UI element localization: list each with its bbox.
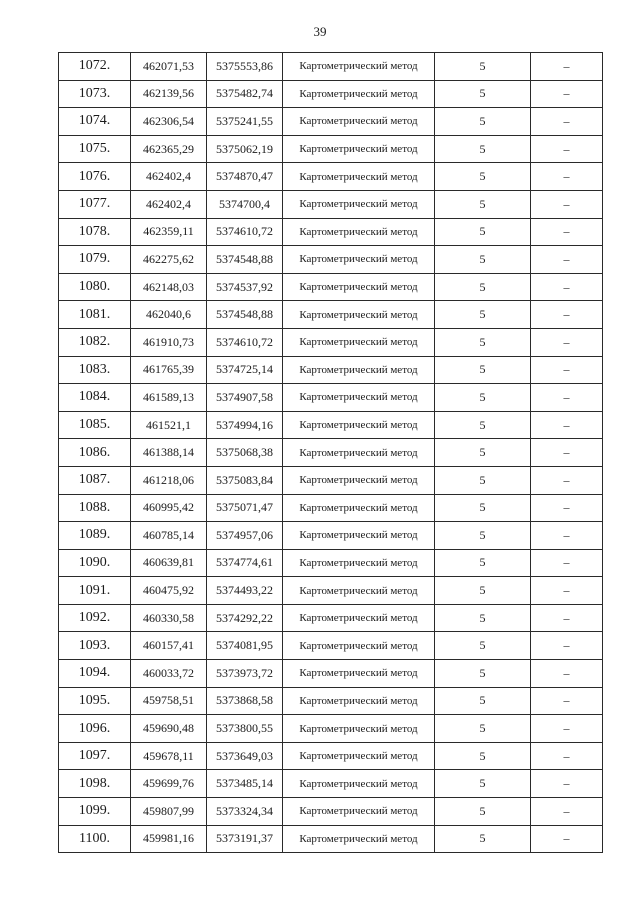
note-cell: –: [531, 439, 603, 467]
point-number-cell: 1091.: [59, 577, 131, 605]
note-cell: –: [531, 522, 603, 550]
x-coordinate-cell: 461521,1: [131, 411, 207, 439]
note-cell: –: [531, 80, 603, 108]
note-cell: –: [531, 190, 603, 218]
note-cell: –: [531, 798, 603, 826]
x-coordinate-cell: 461388,14: [131, 439, 207, 467]
table-row: [59, 411, 603, 439]
y-coordinate-cell: 5375553,86: [207, 53, 283, 81]
x-coordinate-cell: 461910,73: [131, 328, 207, 356]
table-row: [59, 687, 603, 715]
point-number-cell: 1096.: [59, 715, 131, 743]
note-cell: –: [531, 577, 603, 605]
y-coordinate-cell: 5375068,38: [207, 439, 283, 467]
x-coordinate-cell: 459690,48: [131, 715, 207, 743]
accuracy-cell: 5: [435, 549, 531, 577]
method-cell: Картометрический метод: [283, 356, 435, 384]
point-number-cell: 1090.: [59, 549, 131, 577]
accuracy-cell: 5: [435, 770, 531, 798]
table-row: [59, 660, 603, 688]
method-cell: Картометрический метод: [283, 384, 435, 412]
method-cell: Картометрический метод: [283, 798, 435, 826]
method-cell: Картометрический метод: [283, 190, 435, 218]
note-cell: –: [531, 163, 603, 191]
note-cell: –: [531, 135, 603, 163]
x-coordinate-cell: 459807,99: [131, 798, 207, 826]
note-cell: –: [531, 53, 603, 81]
x-coordinate-cell: 460785,14: [131, 522, 207, 550]
y-coordinate-cell: 5374907,58: [207, 384, 283, 412]
table-row: [59, 301, 603, 329]
table-row: [59, 218, 603, 246]
method-cell: Картометрический метод: [283, 80, 435, 108]
y-coordinate-cell: 5374870,47: [207, 163, 283, 191]
x-coordinate-cell: 462402,4: [131, 163, 207, 191]
table-row: [59, 356, 603, 384]
method-cell: Картометрический метод: [283, 273, 435, 301]
y-coordinate-cell: 5374081,95: [207, 632, 283, 660]
note-cell: –: [531, 742, 603, 770]
method-cell: Картометрический метод: [283, 218, 435, 246]
table-row: [59, 80, 603, 108]
point-number-cell: 1074.: [59, 108, 131, 136]
table-row: [59, 273, 603, 301]
coordinates-table: [58, 52, 603, 853]
table-row: [59, 770, 603, 798]
accuracy-cell: 5: [435, 301, 531, 329]
note-cell: –: [531, 356, 603, 384]
note-cell: –: [531, 218, 603, 246]
x-coordinate-cell: 459981,16: [131, 825, 207, 853]
method-cell: Картометрический метод: [283, 742, 435, 770]
method-cell: Картометрический метод: [283, 328, 435, 356]
y-coordinate-cell: 5375083,84: [207, 466, 283, 494]
x-coordinate-cell: 459678,11: [131, 742, 207, 770]
table-row: [59, 108, 603, 136]
accuracy-cell: 5: [435, 825, 531, 853]
table-row: [59, 494, 603, 522]
method-cell: Картометрический метод: [283, 411, 435, 439]
point-number-cell: 1077.: [59, 190, 131, 218]
point-number-cell: 1083.: [59, 356, 131, 384]
point-number-cell: 1099.: [59, 798, 131, 826]
method-cell: Картометрический метод: [283, 246, 435, 274]
point-number-cell: 1093.: [59, 632, 131, 660]
method-cell: Картометрический метод: [283, 439, 435, 467]
accuracy-cell: 5: [435, 715, 531, 743]
y-coordinate-cell: 5374292,22: [207, 604, 283, 632]
table-row: [59, 53, 603, 81]
method-cell: Картометрический метод: [283, 825, 435, 853]
table-row: [59, 825, 603, 853]
note-cell: –: [531, 604, 603, 632]
point-number-cell: 1079.: [59, 246, 131, 274]
accuracy-cell: 5: [435, 411, 531, 439]
accuracy-cell: 5: [435, 246, 531, 274]
x-coordinate-cell: 462139,56: [131, 80, 207, 108]
x-coordinate-cell: 461589,13: [131, 384, 207, 412]
method-cell: Картометрический метод: [283, 632, 435, 660]
x-coordinate-cell: 462071,53: [131, 53, 207, 81]
y-coordinate-cell: 5373649,03: [207, 742, 283, 770]
y-coordinate-cell: 5373485,14: [207, 770, 283, 798]
table-row: [59, 328, 603, 356]
x-coordinate-cell: 462148,03: [131, 273, 207, 301]
method-cell: Картометрический метод: [283, 494, 435, 522]
accuracy-cell: 5: [435, 80, 531, 108]
x-coordinate-cell: 461218,06: [131, 466, 207, 494]
method-cell: Картометрический метод: [283, 687, 435, 715]
coordinates-table-body: [59, 53, 603, 853]
point-number-cell: 1081.: [59, 301, 131, 329]
table-row: [59, 135, 603, 163]
table-row: [59, 798, 603, 826]
note-cell: –: [531, 632, 603, 660]
note-cell: –: [531, 549, 603, 577]
note-cell: –: [531, 328, 603, 356]
table-row: [59, 604, 603, 632]
accuracy-cell: 5: [435, 742, 531, 770]
x-coordinate-cell: 460033,72: [131, 660, 207, 688]
note-cell: –: [531, 246, 603, 274]
table-row: [59, 632, 603, 660]
point-number-cell: 1084.: [59, 384, 131, 412]
table-row: [59, 577, 603, 605]
point-number-cell: 1098.: [59, 770, 131, 798]
y-coordinate-cell: 5373973,72: [207, 660, 283, 688]
table-row: [59, 246, 603, 274]
note-cell: –: [531, 384, 603, 412]
x-coordinate-cell: 462306,54: [131, 108, 207, 136]
note-cell: –: [531, 273, 603, 301]
y-coordinate-cell: 5373800,55: [207, 715, 283, 743]
point-number-cell: 1080.: [59, 273, 131, 301]
accuracy-cell: 5: [435, 190, 531, 218]
accuracy-cell: 5: [435, 494, 531, 522]
accuracy-cell: 5: [435, 356, 531, 384]
y-coordinate-cell: 5375062,19: [207, 135, 283, 163]
table-row: [59, 742, 603, 770]
method-cell: Картометрический метод: [283, 770, 435, 798]
accuracy-cell: 5: [435, 522, 531, 550]
accuracy-cell: 5: [435, 273, 531, 301]
table-row: [59, 190, 603, 218]
method-cell: Картометрический метод: [283, 604, 435, 632]
note-cell: –: [531, 825, 603, 853]
accuracy-cell: 5: [435, 466, 531, 494]
accuracy-cell: 5: [435, 604, 531, 632]
point-number-cell: 1076.: [59, 163, 131, 191]
x-coordinate-cell: 462275,62: [131, 246, 207, 274]
x-coordinate-cell: 460995,42: [131, 494, 207, 522]
x-coordinate-cell: 460330,58: [131, 604, 207, 632]
x-coordinate-cell: 462365,29: [131, 135, 207, 163]
accuracy-cell: 5: [435, 798, 531, 826]
point-number-cell: 1086.: [59, 439, 131, 467]
table-row: [59, 466, 603, 494]
x-coordinate-cell: 459699,76: [131, 770, 207, 798]
method-cell: Картометрический метод: [283, 522, 435, 550]
table-row: [59, 163, 603, 191]
table-row: [59, 439, 603, 467]
point-number-cell: 1075.: [59, 135, 131, 163]
note-cell: –: [531, 770, 603, 798]
point-number-cell: 1089.: [59, 522, 131, 550]
table-row: [59, 384, 603, 412]
y-coordinate-cell: 5373868,58: [207, 687, 283, 715]
x-coordinate-cell: 460475,92: [131, 577, 207, 605]
y-coordinate-cell: 5373191,37: [207, 825, 283, 853]
accuracy-cell: 5: [435, 632, 531, 660]
method-cell: Картометрический метод: [283, 715, 435, 743]
point-number-cell: 1085.: [59, 411, 131, 439]
y-coordinate-cell: 5374725,14: [207, 356, 283, 384]
method-cell: Картометрический метод: [283, 135, 435, 163]
y-coordinate-cell: 5374537,92: [207, 273, 283, 301]
accuracy-cell: 5: [435, 163, 531, 191]
y-coordinate-cell: 5374610,72: [207, 218, 283, 246]
accuracy-cell: 5: [435, 687, 531, 715]
x-coordinate-cell: 462402,4: [131, 190, 207, 218]
accuracy-cell: 5: [435, 218, 531, 246]
y-coordinate-cell: 5374548,88: [207, 246, 283, 274]
point-number-cell: 1072.: [59, 53, 131, 81]
note-cell: –: [531, 687, 603, 715]
point-number-cell: 1087.: [59, 466, 131, 494]
x-coordinate-cell: 461765,39: [131, 356, 207, 384]
method-cell: Картометрический метод: [283, 660, 435, 688]
point-number-cell: 1088.: [59, 494, 131, 522]
point-number-cell: 1073.: [59, 80, 131, 108]
x-coordinate-cell: 459758,51: [131, 687, 207, 715]
y-coordinate-cell: 5374610,72: [207, 328, 283, 356]
point-number-cell: 1078.: [59, 218, 131, 246]
note-cell: –: [531, 108, 603, 136]
point-number-cell: 1082.: [59, 328, 131, 356]
point-number-cell: 1092.: [59, 604, 131, 632]
method-cell: Картометрический метод: [283, 549, 435, 577]
note-cell: –: [531, 660, 603, 688]
x-coordinate-cell: 462040,6: [131, 301, 207, 329]
method-cell: Картометрический метод: [283, 301, 435, 329]
note-cell: –: [531, 715, 603, 743]
x-coordinate-cell: 462359,11: [131, 218, 207, 246]
note-cell: –: [531, 411, 603, 439]
y-coordinate-cell: 5374493,22: [207, 577, 283, 605]
method-cell: Картометрический метод: [283, 108, 435, 136]
accuracy-cell: 5: [435, 439, 531, 467]
y-coordinate-cell: 5375071,47: [207, 494, 283, 522]
y-coordinate-cell: 5374548,88: [207, 301, 283, 329]
table-row: [59, 549, 603, 577]
accuracy-cell: 5: [435, 577, 531, 605]
method-cell: Картометрический метод: [283, 53, 435, 81]
y-coordinate-cell: 5374957,06: [207, 522, 283, 550]
y-coordinate-cell: 5374994,16: [207, 411, 283, 439]
point-number-cell: 1095.: [59, 687, 131, 715]
method-cell: Картометрический метод: [283, 466, 435, 494]
note-cell: –: [531, 301, 603, 329]
accuracy-cell: 5: [435, 328, 531, 356]
table-row: [59, 715, 603, 743]
y-coordinate-cell: 5375241,55: [207, 108, 283, 136]
accuracy-cell: 5: [435, 53, 531, 81]
y-coordinate-cell: 5375482,74: [207, 80, 283, 108]
x-coordinate-cell: 460639,81: [131, 549, 207, 577]
point-number-cell: 1094.: [59, 660, 131, 688]
y-coordinate-cell: 5374774,61: [207, 549, 283, 577]
y-coordinate-cell: 5374700,4: [207, 190, 283, 218]
accuracy-cell: 5: [435, 135, 531, 163]
point-number-cell: 1100.: [59, 825, 131, 853]
y-coordinate-cell: 5373324,34: [207, 798, 283, 826]
method-cell: Картометрический метод: [283, 163, 435, 191]
table-row: [59, 522, 603, 550]
accuracy-cell: 5: [435, 108, 531, 136]
note-cell: –: [531, 494, 603, 522]
note-cell: –: [531, 466, 603, 494]
point-number-cell: 1097.: [59, 742, 131, 770]
accuracy-cell: 5: [435, 660, 531, 688]
x-coordinate-cell: 460157,41: [131, 632, 207, 660]
accuracy-cell: 5: [435, 384, 531, 412]
page-number: 39: [313, 24, 327, 39]
method-cell: Картометрический метод: [283, 577, 435, 605]
